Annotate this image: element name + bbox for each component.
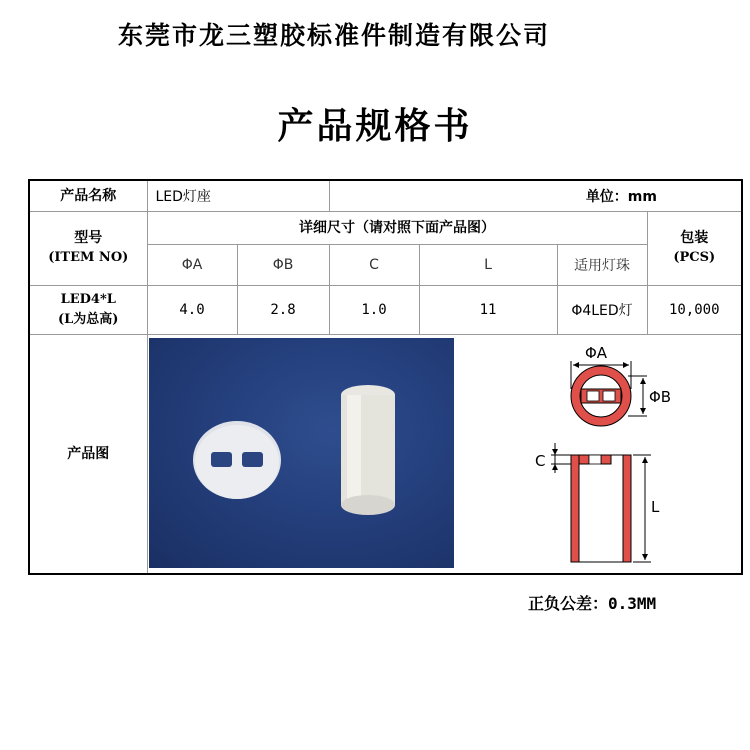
company-name: 东莞市龙三塑胶标准件制造有限公司	[118, 21, 551, 50]
technical-drawing-image	[533, 339, 733, 571]
col-phi-a: ΦA	[147, 244, 237, 285]
value-l: 11	[419, 285, 557, 334]
document-title: 产品规格书	[277, 105, 473, 147]
package-value: 10,000	[647, 285, 742, 334]
drawing-label-a: ΦA	[584, 343, 607, 362]
model-label-cn: 型号	[74, 230, 103, 246]
tolerance-note: 正负公差：0.3MM	[528, 594, 657, 613]
technical-drawing	[533, 339, 733, 575]
package-label-cn: 包装	[680, 230, 709, 246]
package-label-en: (PCS)	[673, 250, 716, 265]
value-led: Φ4LED灯	[557, 285, 647, 334]
value-phi-b: 2.8	[237, 285, 329, 334]
value-phi-a: 4.0	[147, 285, 237, 334]
package-label	[647, 211, 742, 285]
drawing-label-l: L	[650, 497, 659, 516]
drawing-label-c: C	[534, 451, 545, 470]
drawing-label-b: ΦB	[648, 387, 671, 406]
model-code: LED4*L	[60, 291, 116, 307]
col-c: C	[329, 244, 419, 285]
value-c: 1.0	[329, 285, 419, 334]
product-photo-image	[149, 338, 454, 568]
model-value	[29, 285, 147, 334]
col-led: 适用灯珠	[557, 244, 647, 285]
product-photo	[149, 338, 454, 568]
col-l: L	[419, 244, 557, 285]
model-label-en: (ITEM NO)	[48, 250, 129, 265]
name-label: 产品名称	[29, 180, 147, 211]
col-phi-b: ΦB	[237, 244, 329, 285]
image-cell	[147, 334, 742, 574]
model-label	[29, 211, 147, 285]
product-name: LED灯座	[147, 180, 329, 211]
size-header: 详细尺寸（请对照下面产品图）	[147, 211, 647, 244]
image-label: 产品图	[29, 334, 147, 574]
unit-label: 单位：mm	[329, 180, 742, 211]
model-note: (L为总高)	[58, 311, 119, 327]
spec-table	[28, 179, 743, 575]
